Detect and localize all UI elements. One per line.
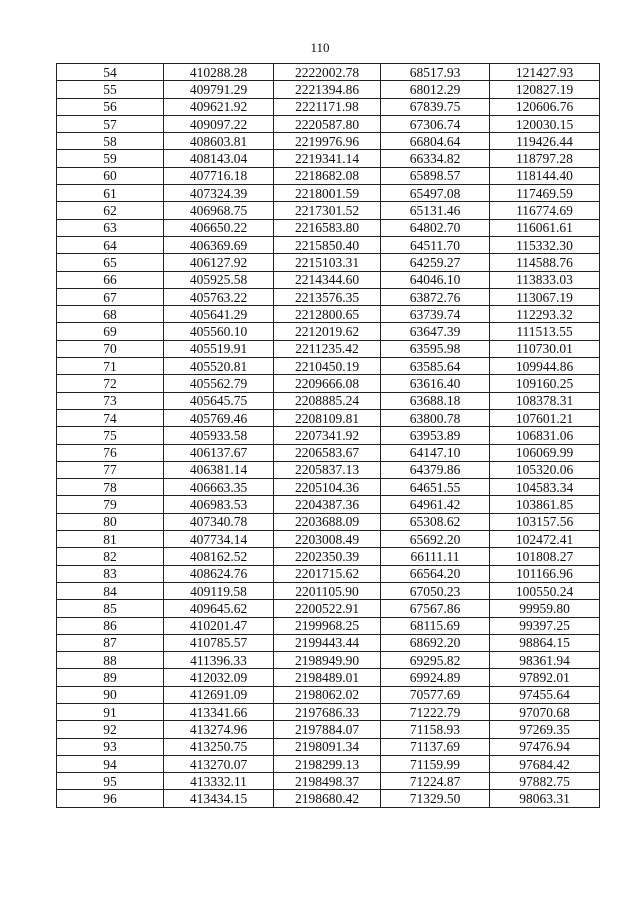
- table-row: [57, 461, 600, 478]
- table-cell: 66334.82: [381, 150, 490, 167]
- table-cell: 65497.08: [381, 185, 490, 202]
- table-cell: 84: [57, 582, 164, 599]
- table-cell: 97269.35: [490, 721, 600, 738]
- table-cell: 94: [57, 755, 164, 772]
- table-cell: 81: [57, 531, 164, 548]
- table-cell: 2220587.80: [274, 115, 381, 132]
- table-cell: 2198489.01: [274, 669, 381, 686]
- table-cell: 409621.92: [164, 98, 274, 115]
- table-cell: 92: [57, 721, 164, 738]
- table-cell: 67: [57, 288, 164, 305]
- table-cell: 103861.85: [490, 496, 600, 513]
- table-cell: 101166.96: [490, 565, 600, 582]
- table-cell: 104583.34: [490, 479, 600, 496]
- table-cell: 406369.69: [164, 236, 274, 253]
- table-cell: 62: [57, 202, 164, 219]
- table-cell: 71159.99: [381, 755, 490, 772]
- table-cell: 119426.44: [490, 133, 600, 150]
- table-cell: 105320.06: [490, 461, 600, 478]
- table-row: [57, 582, 600, 599]
- table-cell: 68517.93: [381, 64, 490, 81]
- table-cell: 70: [57, 340, 164, 357]
- table-cell: 121427.93: [490, 64, 600, 81]
- table-cell: 97882.75: [490, 773, 600, 790]
- table-cell: 2207341.92: [274, 427, 381, 444]
- table-cell: 63953.89: [381, 427, 490, 444]
- table-cell: 117469.59: [490, 185, 600, 202]
- table-cell: 2219341.14: [274, 150, 381, 167]
- table-cell: 2199443.44: [274, 634, 381, 651]
- table-row: [57, 271, 600, 288]
- table-cell: 106831.06: [490, 427, 600, 444]
- table-cell: 59: [57, 150, 164, 167]
- table-cell: 406137.67: [164, 444, 274, 461]
- table-cell: 66111.11: [381, 548, 490, 565]
- table-cell: 97892.01: [490, 669, 600, 686]
- table-cell: 409097.22: [164, 115, 274, 132]
- table-row: [57, 496, 600, 513]
- table-cell: 2221394.86: [274, 81, 381, 98]
- table-cell: 405645.75: [164, 392, 274, 409]
- table-cell: 63585.64: [381, 358, 490, 375]
- table-cell: 405763.22: [164, 288, 274, 305]
- table-cell: 413270.07: [164, 755, 274, 772]
- table-cell: 98864.15: [490, 634, 600, 651]
- table-cell: 63688.18: [381, 392, 490, 409]
- table-cell: 83: [57, 565, 164, 582]
- table-row: [57, 98, 600, 115]
- table-cell: 116774.69: [490, 202, 600, 219]
- table-cell: 55: [57, 81, 164, 98]
- table-cell: 115332.30: [490, 236, 600, 253]
- table-cell: 413434.15: [164, 790, 274, 807]
- table-cell: 2198498.37: [274, 773, 381, 790]
- table-cell: 413332.11: [164, 773, 274, 790]
- table-cell: 64651.55: [381, 479, 490, 496]
- table-cell: 406968.75: [164, 202, 274, 219]
- table-cell: 69924.89: [381, 669, 490, 686]
- table-cell: 65: [57, 254, 164, 271]
- table-cell: 64511.70: [381, 236, 490, 253]
- table-cell: 96: [57, 790, 164, 807]
- table-cell: 79: [57, 496, 164, 513]
- table-cell: 409119.58: [164, 582, 274, 599]
- table-cell: 2198949.90: [274, 652, 381, 669]
- table-cell: 66804.64: [381, 133, 490, 150]
- table-cell: 72: [57, 375, 164, 392]
- table-row: [57, 703, 600, 720]
- table-cell: 412691.09: [164, 686, 274, 703]
- table-cell: 68692.20: [381, 634, 490, 651]
- table-cell: 100550.24: [490, 582, 600, 599]
- table-cell: 405519.91: [164, 340, 274, 357]
- table-cell: 111513.55: [490, 323, 600, 340]
- table-row: [57, 236, 600, 253]
- table-cell: 86: [57, 617, 164, 634]
- table-cell: 73: [57, 392, 164, 409]
- table-cell: 85: [57, 600, 164, 617]
- table-cell: 64046.10: [381, 271, 490, 288]
- table-cell: 71158.93: [381, 721, 490, 738]
- table-cell: 64379.86: [381, 461, 490, 478]
- table-cell: 2210450.19: [274, 358, 381, 375]
- table-cell: 91: [57, 703, 164, 720]
- table-cell: 80: [57, 513, 164, 530]
- table-cell: 74: [57, 409, 164, 426]
- table-cell: 413274.96: [164, 721, 274, 738]
- table-cell: 407716.18: [164, 167, 274, 184]
- table-cell: 61: [57, 185, 164, 202]
- table-cell: 65692.20: [381, 531, 490, 548]
- table-cell: 409645.62: [164, 600, 274, 617]
- table-cell: 118144.40: [490, 167, 600, 184]
- table-cell: 64961.42: [381, 496, 490, 513]
- table-cell: 97455.64: [490, 686, 600, 703]
- table-cell: 67306.74: [381, 115, 490, 132]
- table-cell: 68012.29: [381, 81, 490, 98]
- table-cell: 82: [57, 548, 164, 565]
- table-cell: 112293.32: [490, 306, 600, 323]
- table-cell: 411396.33: [164, 652, 274, 669]
- table-cell: 109944.86: [490, 358, 600, 375]
- table-cell: 102472.41: [490, 531, 600, 548]
- table-cell: 120827.19: [490, 81, 600, 98]
- table-cell: 56: [57, 98, 164, 115]
- table-row: [57, 479, 600, 496]
- table-row: [57, 288, 600, 305]
- table-row: [57, 254, 600, 271]
- table-cell: 71329.50: [381, 790, 490, 807]
- table-cell: 107601.21: [490, 409, 600, 426]
- table-cell: 2218682.08: [274, 167, 381, 184]
- table-cell: 99397.25: [490, 617, 600, 634]
- table-cell: 405925.58: [164, 271, 274, 288]
- table-cell: 2213576.35: [274, 288, 381, 305]
- table-cell: 69: [57, 323, 164, 340]
- table-row: [57, 185, 600, 202]
- table-cell: 2205837.13: [274, 461, 381, 478]
- table-cell: 412032.09: [164, 669, 274, 686]
- table-row: [57, 669, 600, 686]
- table-cell: 408143.04: [164, 150, 274, 167]
- table-cell: 106069.99: [490, 444, 600, 461]
- table-cell: 2201105.90: [274, 582, 381, 599]
- table-cell: 405520.81: [164, 358, 274, 375]
- table-cell: 71: [57, 358, 164, 375]
- table-cell: 54: [57, 64, 164, 81]
- table-row: [57, 755, 600, 772]
- table-row: [57, 219, 600, 236]
- table-row: [57, 409, 600, 426]
- table-cell: 78: [57, 479, 164, 496]
- table-row: [57, 790, 600, 807]
- table-cell: 114588.76: [490, 254, 600, 271]
- table-cell: 2203688.09: [274, 513, 381, 530]
- table-row: [57, 634, 600, 651]
- table-cell: 2206583.67: [274, 444, 381, 461]
- table-cell: 68115.69: [381, 617, 490, 634]
- table-row: [57, 617, 600, 634]
- table-row: [57, 686, 600, 703]
- table-cell: 120606.76: [490, 98, 600, 115]
- table-cell: 98063.31: [490, 790, 600, 807]
- table-row: [57, 133, 600, 150]
- table-cell: 408624.76: [164, 565, 274, 582]
- table-cell: 410288.28: [164, 64, 274, 81]
- table-cell: 2205104.36: [274, 479, 381, 496]
- table-cell: 65898.57: [381, 167, 490, 184]
- table-cell: 76: [57, 444, 164, 461]
- table-row: [57, 392, 600, 409]
- table-cell: 406983.53: [164, 496, 274, 513]
- table-cell: 66564.20: [381, 565, 490, 582]
- table-cell: 2197884.07: [274, 721, 381, 738]
- table-cell: 65131.46: [381, 202, 490, 219]
- table-cell: 413250.75: [164, 738, 274, 755]
- table-cell: 109160.25: [490, 375, 600, 392]
- table-cell: 98361.94: [490, 652, 600, 669]
- table-cell: 67050.23: [381, 582, 490, 599]
- table-cell: 2198062.02: [274, 686, 381, 703]
- table-cell: 408603.81: [164, 133, 274, 150]
- table-row: [57, 375, 600, 392]
- table-body: [57, 64, 600, 808]
- table-cell: 407734.14: [164, 531, 274, 548]
- table-cell: 103157.56: [490, 513, 600, 530]
- table-cell: 87: [57, 634, 164, 651]
- table-cell: 406663.35: [164, 479, 274, 496]
- table-cell: 2204387.36: [274, 496, 381, 513]
- table-cell: 2217301.52: [274, 202, 381, 219]
- table-cell: 90: [57, 686, 164, 703]
- table-row: [57, 167, 600, 184]
- table-cell: 75: [57, 427, 164, 444]
- table-cell: 2216583.80: [274, 219, 381, 236]
- page-number: 110: [310, 40, 330, 55]
- table-cell: 405641.29: [164, 306, 274, 323]
- table-cell: 2203008.49: [274, 531, 381, 548]
- table-cell: 64147.10: [381, 444, 490, 461]
- table-cell: 410201.47: [164, 617, 274, 634]
- table-row: [57, 565, 600, 582]
- table-cell: 2215103.31: [274, 254, 381, 271]
- table-cell: 2208885.24: [274, 392, 381, 409]
- table-cell: 2198680.42: [274, 790, 381, 807]
- table-cell: 2200522.91: [274, 600, 381, 617]
- table-cell: 108378.31: [490, 392, 600, 409]
- table-cell: 2212800.65: [274, 306, 381, 323]
- table-row: [57, 358, 600, 375]
- table-cell: 405562.79: [164, 375, 274, 392]
- table-cell: 120030.15: [490, 115, 600, 132]
- table-cell: 66: [57, 271, 164, 288]
- table-cell: 71222.79: [381, 703, 490, 720]
- table-row: [57, 427, 600, 444]
- table-row: [57, 323, 600, 340]
- table-cell: 69295.82: [381, 652, 490, 669]
- table-cell: 63595.98: [381, 340, 490, 357]
- table-cell: 408162.52: [164, 548, 274, 565]
- table-row: [57, 81, 600, 98]
- table-cell: 71137.69: [381, 738, 490, 755]
- table-row: [57, 202, 600, 219]
- table-cell: 113067.19: [490, 288, 600, 305]
- table-cell: 2197686.33: [274, 703, 381, 720]
- table-cell: 410785.57: [164, 634, 274, 651]
- table-row: [57, 513, 600, 530]
- table-cell: 2221171.98: [274, 98, 381, 115]
- table-cell: 2201715.62: [274, 565, 381, 582]
- table-cell: 2198299.13: [274, 755, 381, 772]
- table-cell: 57: [57, 115, 164, 132]
- table-cell: 2218001.59: [274, 185, 381, 202]
- table-cell: 110730.01: [490, 340, 600, 357]
- table-cell: 63616.40: [381, 375, 490, 392]
- table-cell: 113833.03: [490, 271, 600, 288]
- table-cell: 2199968.25: [274, 617, 381, 634]
- table-cell: 64259.27: [381, 254, 490, 271]
- table-cell: 70577.69: [381, 686, 490, 703]
- table-cell: 95: [57, 773, 164, 790]
- table-cell: 63800.78: [381, 409, 490, 426]
- table-row: [57, 150, 600, 167]
- table-cell: 407324.39: [164, 185, 274, 202]
- table-row: [57, 306, 600, 323]
- table-cell: 64: [57, 236, 164, 253]
- table-cell: 406127.92: [164, 254, 274, 271]
- table-cell: 409791.29: [164, 81, 274, 98]
- table-cell: 63872.76: [381, 288, 490, 305]
- table-cell: 2219976.96: [274, 133, 381, 150]
- table-cell: 2215850.40: [274, 236, 381, 253]
- table-cell: 2222002.78: [274, 64, 381, 81]
- table-cell: 60: [57, 167, 164, 184]
- table-cell: 89: [57, 669, 164, 686]
- table-cell: 405933.58: [164, 427, 274, 444]
- table-cell: 97684.42: [490, 755, 600, 772]
- table-cell: 2198091.34: [274, 738, 381, 755]
- table-cell: 64802.70: [381, 219, 490, 236]
- table-cell: 2202350.39: [274, 548, 381, 565]
- table-cell: 99959.80: [490, 600, 600, 617]
- table-cell: 71224.87: [381, 773, 490, 790]
- table-cell: 2208109.81: [274, 409, 381, 426]
- table-cell: 2211235.42: [274, 340, 381, 357]
- table-cell: 63: [57, 219, 164, 236]
- table-cell: 101808.27: [490, 548, 600, 565]
- table-cell: 116061.61: [490, 219, 600, 236]
- table-cell: 63739.74: [381, 306, 490, 323]
- table-row: [57, 115, 600, 132]
- table-row: [57, 721, 600, 738]
- table-cell: 63647.39: [381, 323, 490, 340]
- table-cell: 88: [57, 652, 164, 669]
- table-cell: 97070.68: [490, 703, 600, 720]
- table-cell: 413341.66: [164, 703, 274, 720]
- table-cell: 67839.75: [381, 98, 490, 115]
- table-row: [57, 548, 600, 565]
- table-cell: 68: [57, 306, 164, 323]
- table-row: [57, 738, 600, 755]
- table-cell: 2209666.08: [274, 375, 381, 392]
- table-row: [57, 64, 600, 81]
- table-row: [57, 444, 600, 461]
- coordinate-table: [56, 63, 600, 808]
- table-row: [57, 531, 600, 548]
- table-cell: 67567.86: [381, 600, 490, 617]
- table-cell: 406650.22: [164, 219, 274, 236]
- table-cell: 406381.14: [164, 461, 274, 478]
- table-row: [57, 652, 600, 669]
- table-cell: 405560.10: [164, 323, 274, 340]
- table-cell: 2212019.62: [274, 323, 381, 340]
- table-cell: 77: [57, 461, 164, 478]
- table-cell: 405769.46: [164, 409, 274, 426]
- table-cell: 65308.62: [381, 513, 490, 530]
- table-cell: 93: [57, 738, 164, 755]
- table-cell: 2214344.60: [274, 271, 381, 288]
- table-cell: 407340.78: [164, 513, 274, 530]
- table-row: [57, 600, 600, 617]
- table-cell: 118797.28: [490, 150, 600, 167]
- table-row: [57, 340, 600, 357]
- table-cell: 97476.94: [490, 738, 600, 755]
- table-row: [57, 773, 600, 790]
- table-cell: 58: [57, 133, 164, 150]
